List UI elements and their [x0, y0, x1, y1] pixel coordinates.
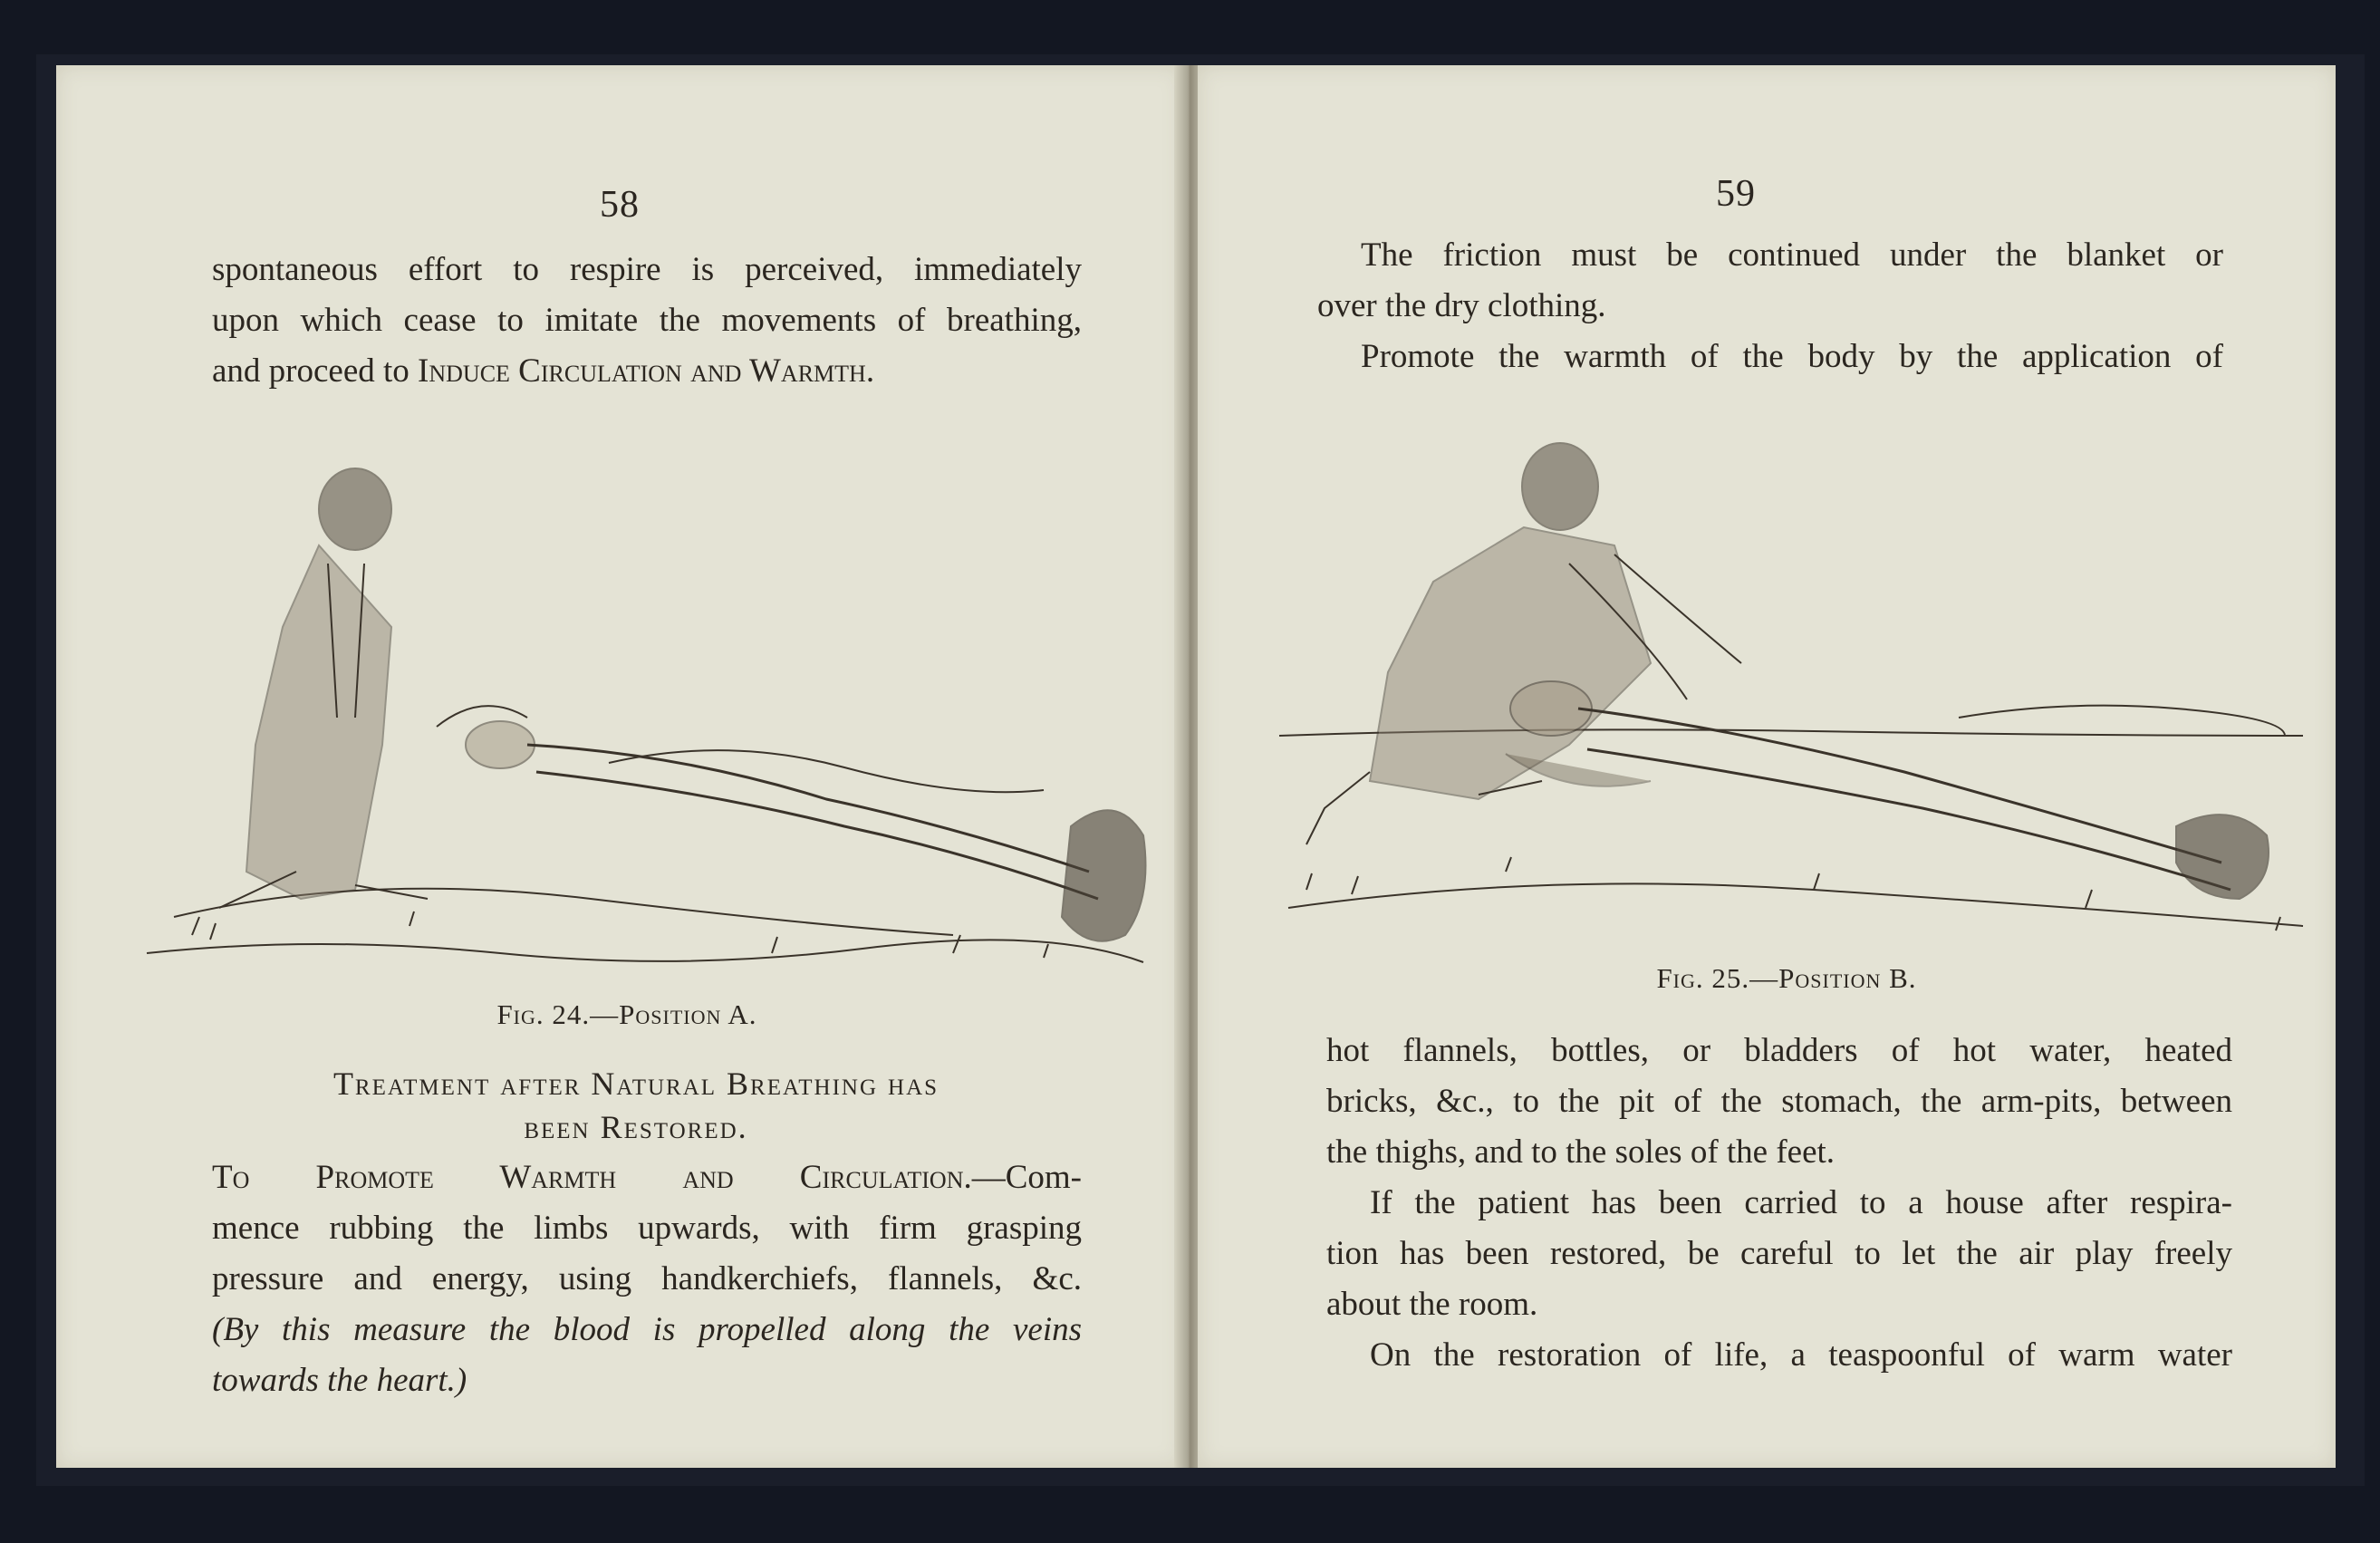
text-line: and proceed to Induce Circulation and Warmth.: [212, 352, 875, 390]
figure-25-caption: Fig. 25.—Position B.: [1656, 962, 1917, 994]
text-line: Promote the warmth of the body by the application of: [1361, 338, 2223, 375]
heading-line: Treatment after Natural Breathing has: [332, 1066, 939, 1102]
text-line: bricks, &c., to the pit of the stomach, the arm-pits, between: [1326, 1083, 2232, 1120]
text-line: over the dry clothing.: [1317, 287, 1606, 324]
left-body-paragraph: [212, 1152, 1082, 1406]
heading-line: been Restored.: [524, 1109, 748, 1145]
italic-line: (By this measure the blood is propelled along the veins: [212, 1311, 1082, 1348]
text-line: On the restoration of life, a teaspoonful of warm water: [1370, 1336, 2232, 1374]
text-line: pressure and energy, using handkerchiefs, flannels, &c.: [212, 1260, 1082, 1297]
resuscitation-position-a-engraving: [138, 446, 1161, 989]
text-line: spontaneous effort to respire is perceived, immediately: [212, 251, 1082, 288]
text-line: mence rubbing the limbs upwards, with firm grasping: [212, 1210, 1082, 1247]
page-number-59: 59: [1716, 173, 1756, 215]
right-bottom-paragraph: [1326, 1026, 2232, 1381]
left-page: [56, 65, 1183, 1468]
right-top-paragraph: [1317, 230, 2223, 382]
figure-24-caption: Fig. 24.—Position A.: [496, 998, 757, 1030]
text-line: about the room.: [1326, 1286, 1538, 1323]
text-line: the thighs, and to the soles of the feet.: [1326, 1133, 1836, 1171]
resuscitation-position-b-engraving: [1270, 437, 2312, 944]
text-line: tion has been restored, be careful to let the air play freely: [1326, 1235, 2232, 1272]
text-line: To Promote Warmth and Circulation.—Com-: [212, 1159, 1082, 1196]
page-number-58: 58: [600, 184, 640, 226]
right-page: [1198, 65, 2336, 1468]
figure-25-illustration: [1270, 437, 2312, 944]
figure-24-illustration: [138, 446, 1161, 989]
italic-line: towards the heart.): [212, 1362, 467, 1399]
text-line: If the patient has been carried to a house after respira-: [1370, 1184, 2232, 1221]
left-top-paragraph: [212, 245, 1082, 397]
text-line: hot flannels, bottles, or bladders of hot water, heated: [1326, 1032, 2232, 1069]
text-line: The friction must be continued under the blanket or: [1361, 236, 2223, 274]
section-heading: [201, 1062, 1071, 1149]
text-line: upon which cease to imitate the movements of breathing,: [212, 302, 1082, 339]
